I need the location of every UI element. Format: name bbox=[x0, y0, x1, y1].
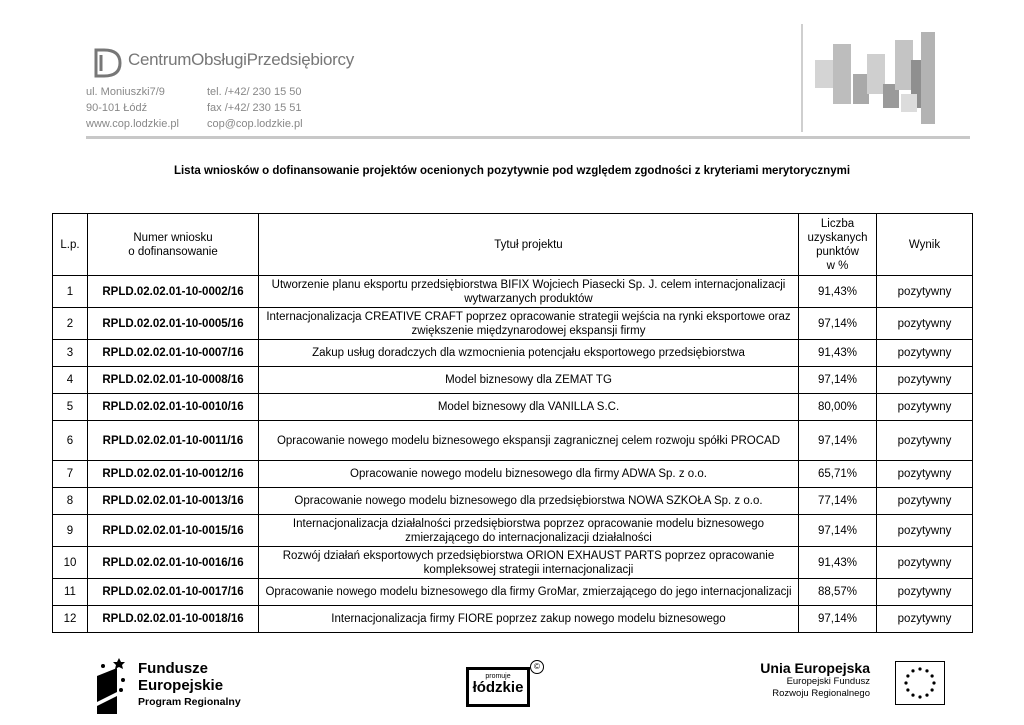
cell-result: pozytywny bbox=[877, 308, 973, 340]
cell-result: pozytywny bbox=[877, 276, 973, 308]
table-row bbox=[53, 276, 973, 308]
cell-points: 97,14% bbox=[799, 421, 877, 461]
header-rule bbox=[86, 136, 970, 139]
org-name: CentrumObsługiPrzedsiębiorcy bbox=[128, 50, 354, 69]
table-row bbox=[53, 488, 973, 515]
cell-points: 91,43% bbox=[799, 276, 877, 308]
cell-title: Opracowanie nowego modelu biznesowego dla firmy GroMar, zmierzającego do jego internacjonalizacji bbox=[259, 579, 799, 606]
cell-number: RPLD.02.02.01-10-0015/16 bbox=[88, 515, 259, 547]
cell-title: Rozwój działań eksportowych przedsiębiorstwa ORION EXHAUST PARTS poprzez opracowanie kompleksowej strategii internacjonalizacji bbox=[259, 547, 799, 579]
eu-star bbox=[932, 681, 935, 684]
cell-result: pozytywny bbox=[877, 606, 973, 633]
table-header-row bbox=[53, 214, 973, 276]
cell-title: Opracowanie nowego modelu biznesowego dla firmy ADWA Sp. z o.o. bbox=[259, 461, 799, 488]
table-row bbox=[53, 421, 973, 461]
street: ul. Moniuszki7/9 bbox=[86, 86, 165, 98]
cell-points: 97,14% bbox=[799, 606, 877, 633]
cell-number: RPLD.02.02.01-10-0012/16 bbox=[88, 461, 259, 488]
cell-number: RPLD.02.02.01-10-0007/16 bbox=[88, 340, 259, 367]
header-title: Tytuł projektu bbox=[259, 214, 799, 276]
table-row bbox=[53, 547, 973, 579]
cell-number: RPLD.02.02.01-10-0010/16 bbox=[88, 394, 259, 421]
address-block bbox=[86, 84, 179, 132]
cell-number: RPLD.02.02.01-10-0011/16 bbox=[88, 421, 259, 461]
cell-lp: 8 bbox=[53, 488, 88, 515]
fundusze-europejskie-logo-icon bbox=[95, 656, 129, 714]
cell-points: 88,57% bbox=[799, 579, 877, 606]
cell-result: pozytywny bbox=[877, 515, 973, 547]
cell-title: Opracowanie nowego modelu biznesowego ekspansji zagranicznej celem rozwoju spółki PROCAD bbox=[259, 421, 799, 461]
cell-result: pozytywny bbox=[877, 394, 973, 421]
header-lp: L.p. bbox=[53, 214, 88, 276]
cell-result: pozytywny bbox=[877, 547, 973, 579]
cell-points: 91,43% bbox=[799, 547, 877, 579]
fe-line3: Program Regionalny bbox=[138, 696, 241, 708]
cell-number: RPLD.02.02.01-10-0005/16 bbox=[88, 308, 259, 340]
promuje-label: promuje bbox=[485, 673, 511, 680]
eu-title: Unia Europejska bbox=[760, 660, 870, 676]
fax: fax /+42/ 230 15 51 bbox=[207, 102, 302, 114]
cell-result: pozytywny bbox=[877, 579, 973, 606]
table-row bbox=[53, 394, 973, 421]
eu-text bbox=[720, 660, 870, 700]
cell-title: Internacjonalizacja działalności przedsiębiorstwa poprzez opracowanie modelu biznesowego zmierzającego do internacjonalizacji działalności bbox=[259, 515, 799, 547]
eu-star bbox=[931, 688, 934, 691]
cell-points: 97,14% bbox=[799, 515, 877, 547]
cell-lp: 9 bbox=[53, 515, 88, 547]
cell-lp: 4 bbox=[53, 367, 88, 394]
cell-result: pozytywny bbox=[877, 421, 973, 461]
lodzkie-label: łódzkie bbox=[472, 679, 524, 696]
cell-points: 91,43% bbox=[799, 340, 877, 367]
fe-line2: Europejskie bbox=[138, 677, 224, 694]
contact-block bbox=[207, 84, 303, 132]
cell-points: 97,14% bbox=[799, 367, 877, 394]
eu-star bbox=[904, 681, 907, 684]
cell-lp: 12 bbox=[53, 606, 88, 633]
table-row bbox=[53, 606, 973, 633]
eu-flag-icon bbox=[895, 661, 945, 705]
table-row bbox=[53, 308, 973, 340]
promuje-lodzkie-logo bbox=[466, 667, 530, 707]
eu-star bbox=[911, 694, 914, 697]
eu-star bbox=[911, 669, 914, 672]
cell-lp: 2 bbox=[53, 308, 88, 340]
cell-result: pozytywny bbox=[877, 488, 973, 515]
phone: tel. /+42/ 230 15 50 bbox=[207, 86, 302, 98]
cell-lp: 11 bbox=[53, 579, 88, 606]
eu-star bbox=[918, 667, 921, 670]
cell-number: RPLD.02.02.01-10-0017/16 bbox=[88, 579, 259, 606]
cell-points: 97,14% bbox=[799, 308, 877, 340]
cell-title: Internacjonalizacja CREATIVE CRAFT poprzez opracowanie strategii wejścia na rynki eksportowe oraz zwiększenie międzynarodowej ekspansji firmy bbox=[259, 308, 799, 340]
cell-title: Model biznesowy dla VANILLA S.C. bbox=[259, 394, 799, 421]
copyright-mark: © bbox=[530, 660, 544, 674]
cell-number: RPLD.02.02.01-10-0013/16 bbox=[88, 488, 259, 515]
results-table bbox=[52, 213, 973, 633]
cell-number: RPLD.02.02.01-10-0008/16 bbox=[88, 367, 259, 394]
header-number bbox=[88, 214, 259, 276]
cell-result: pozytywny bbox=[877, 340, 973, 367]
table-row bbox=[53, 367, 973, 394]
cell-result: pozytywny bbox=[877, 367, 973, 394]
cell-lp: 10 bbox=[53, 547, 88, 579]
eu-star bbox=[925, 694, 928, 697]
header-points bbox=[799, 214, 877, 276]
cell-number: RPLD.02.02.01-10-0002/16 bbox=[88, 276, 259, 308]
fe-line1: Fundusze bbox=[138, 660, 208, 677]
cell-points: 65,71% bbox=[799, 461, 877, 488]
cell-title: Internacjonalizacja firmy FIORE poprzez zakup nowego modelu biznesowego bbox=[259, 606, 799, 633]
website: www.cop.lodzkie.pl bbox=[86, 118, 179, 130]
eu-star bbox=[906, 688, 909, 691]
document-title: Lista wniosków o dofinansowanie projektów ocenionych pozytywnie pod względem zgodności z kryteriami merytorycznymi bbox=[173, 165, 851, 177]
cell-title: Zakup usług doradczych dla wzmocnienia potencjału eksportowego przedsiębiorstwa bbox=[259, 340, 799, 367]
eu-star bbox=[918, 695, 921, 698]
cell-title: Utworzenie planu eksportu przedsiębiorstwa BIFIX Wojciech Piasecki Sp. J. celem internacjonalizacji wytwarzanych produktów bbox=[259, 276, 799, 308]
eu-star bbox=[931, 674, 934, 677]
header-points-line2: uzyskanych bbox=[807, 231, 868, 244]
header-points-line4: w % bbox=[826, 259, 849, 272]
header-points-line3: punktów bbox=[816, 245, 859, 258]
header-divider bbox=[801, 24, 803, 132]
header-number-line2: o dofinansowanie bbox=[128, 245, 218, 258]
cop-logo-icon bbox=[90, 46, 124, 80]
eu-fund-line1: Europejski Fundusz bbox=[786, 676, 870, 687]
table-row bbox=[53, 579, 973, 606]
regional-bars-logo-icon bbox=[815, 32, 940, 124]
cell-number: RPLD.02.02.01-10-0016/16 bbox=[88, 547, 259, 579]
eu-star bbox=[906, 674, 909, 677]
header-number-line1: Numer wniosku bbox=[133, 231, 213, 244]
cell-title: Opracowanie nowego modelu biznesowego dla przedsiębiorstwa NOWA SZKOŁA Sp. z o.o. bbox=[259, 488, 799, 515]
fundusze-europejskie-text bbox=[138, 660, 241, 711]
cell-number: RPLD.02.02.01-10-0018/16 bbox=[88, 606, 259, 633]
cell-result: pozytywny bbox=[877, 461, 973, 488]
cell-points: 80,00% bbox=[799, 394, 877, 421]
cell-lp: 1 bbox=[53, 276, 88, 308]
table-row bbox=[53, 340, 973, 367]
cell-points: 77,14% bbox=[799, 488, 877, 515]
header-result: Wynik bbox=[877, 214, 973, 276]
cell-lp: 5 bbox=[53, 394, 88, 421]
eu-fund-line2: Rozwoju Regionalnego bbox=[772, 688, 870, 699]
cell-lp: 6 bbox=[53, 421, 88, 461]
cell-lp: 3 bbox=[53, 340, 88, 367]
eu-star bbox=[925, 669, 928, 672]
cell-lp: 7 bbox=[53, 461, 88, 488]
cell-title: Model biznesowy dla ZEMAT TG bbox=[259, 367, 799, 394]
table-row bbox=[53, 461, 973, 488]
city: 90-101 Łódź bbox=[86, 102, 148, 114]
header-points-line1: Liczba bbox=[820, 217, 855, 230]
table-row bbox=[53, 515, 973, 547]
email: cop@cop.lodzkie.pl bbox=[207, 118, 303, 130]
